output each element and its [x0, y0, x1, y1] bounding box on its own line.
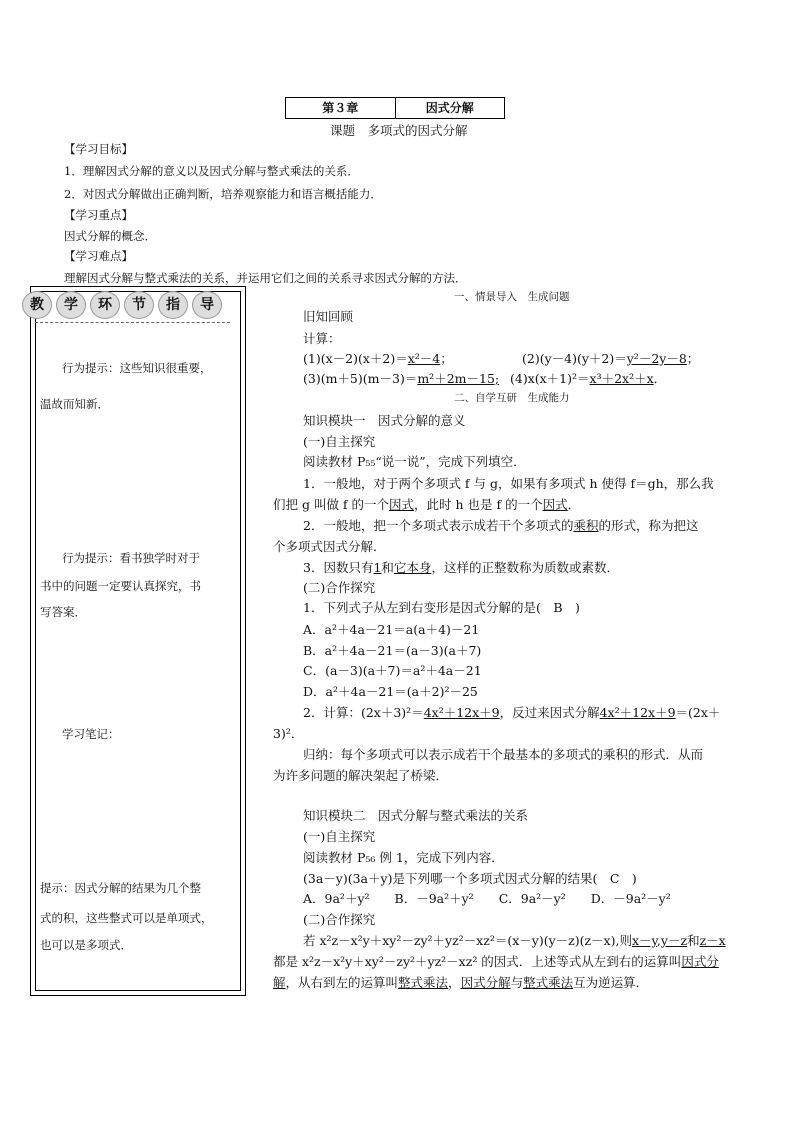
answer: x³＋2x²＋x	[589, 371, 654, 386]
focus-text: 因式分解的概念．	[64, 229, 156, 243]
question: 1．下列式子从左到右变形是因式分解的是( B )	[303, 600, 580, 615]
option: C．(a－3)(a＋7)＝a²＋4a－21	[303, 663, 482, 678]
guide-banner	[14, 288, 230, 322]
sidebar-tip: 行为提示：这些知识很重要，	[62, 361, 212, 375]
section-heading: 一、情景导入 生成问题	[454, 291, 570, 303]
paragraph-line: 2．一般地，把一个多项式表示成若干个多项式的乘积的形式，称为把这	[303, 518, 699, 533]
subsection-heading: (一)自主探究	[303, 829, 376, 844]
difficulty-text: 理解因式分解与整式乘法的关系，并运用它们之间的关系寻求因式分解的方法．	[64, 271, 467, 285]
calc-row: (3)(m＋5)(m－3)＝m²＋2m－15;	[303, 371, 500, 386]
lesson-title: 课题 多项式的因式分解	[330, 123, 468, 138]
instruction: 阅读教材 P₅₅“说一说”，完成下列填空．	[303, 454, 526, 469]
divider	[35, 322, 230, 323]
sidebar-tip: 提示：因式分解的结果为几个整	[40, 881, 201, 895]
sidebar-tip: 温故而知新．	[40, 397, 109, 411]
focus-heading: 【学习重点】	[64, 208, 133, 222]
subsection-heading: (二)合作探究	[303, 580, 376, 595]
paragraph-line: 3．因数只有1和它本身，这样的正整数称为质数或素数．	[303, 560, 619, 575]
calc-label: 计算：	[303, 331, 341, 346]
paragraph-line: 都是 x²z－x²y＋xy²－zy²＋yz²－xz² 的因式．上述等式从左到右的运算叫因式分	[273, 954, 719, 969]
subsection-heading: (二)合作探究	[303, 912, 376, 927]
paragraph-line: 们把 g 叫做 f 的一个因式，此时 h 也是 f 的一个因式．	[273, 497, 581, 512]
goal-item: 2．对因式分解做出正确判断，培养观察能力和语言概括能力．	[64, 187, 382, 201]
answer: m²＋2m－15;	[417, 371, 500, 386]
calc-row: (2)(y－4)(y＋2)＝y²－2y－8；	[522, 351, 700, 366]
options-row: A．9a²＋y² B．－9a²＋y² C．9a²－y² D．－9a²－y²	[303, 891, 671, 906]
chapter-header	[285, 97, 505, 119]
sidebar-tip: 也可以是多项式．	[40, 938, 132, 952]
answer: x²－4	[407, 351, 441, 366]
banner-char: 节	[124, 291, 154, 319]
sidebar-tip: 式的积，这些整式可以是单项式，	[40, 911, 213, 925]
banner-char: 教	[22, 291, 52, 319]
instruction: 阅读教材 P₅₆ 例 1，完成下列内容．	[303, 850, 504, 865]
review-heading: 旧知回顾	[303, 309, 354, 324]
summary-line: 归纳：每个多项式可以表示成若干个最基本的多项式的乘积的形式．从而	[303, 747, 704, 762]
calc-row: (1)(x－2)(x＋2)＝x²－4；	[303, 351, 453, 366]
calc-row: (4)x(x＋1)²＝x³＋2x²＋x．	[510, 371, 667, 386]
paragraph-line: 解，从右到左的运算叫整式乘法，因式分解与整式乘法互为逆运算．	[273, 975, 649, 990]
paragraph-line: 若 x²z－x²y＋xy²－zy²＋yz²－xz²＝(x－y)(y－z)(z－x),则x－y,y－z和z－x	[303, 933, 726, 948]
chapter-topic: 因式分解	[425, 101, 474, 115]
sidebar-tip: 写答案．	[40, 605, 86, 619]
sidebar-tip: 书中的问题一定要认真探究，书	[40, 579, 201, 593]
answer: y²－2y－8	[626, 351, 687, 366]
banner-char: 环	[90, 291, 120, 319]
chapter-number: 第３章	[286, 98, 396, 118]
goal-item: 1．理解因式分解的意义以及因式分解与整式乘法的关系．	[64, 164, 359, 178]
question-continued: 3)²．	[273, 726, 304, 741]
module-heading: 知识模块一 因式分解的意义	[303, 413, 466, 428]
banner-char: 指	[158, 291, 188, 319]
option: A．a²＋4a－21＝a(a＋4)－21	[303, 622, 480, 637]
option: D．a²＋4a－21＝(a＋2)²－25	[303, 684, 478, 699]
option: B．a²＋4a－21＝(a－3)(a＋7)	[303, 643, 482, 658]
paragraph-line: 1．一般地，对于两个多项式 f 与 g，如果有多项式 h 使得 f＝gh，那么我	[303, 476, 714, 491]
summary-line: 为许多问题的解决架起了桥梁．	[273, 768, 449, 783]
banner-char: 导	[192, 291, 222, 319]
question: 2．计算：(2x＋3)²＝4x²＋12x＋9，反过来因式分解4x²＋12x＋9＝(2x＋	[303, 705, 721, 720]
sidebar-tip: 行为提示：看书独学时对于	[62, 551, 200, 565]
subsection-heading: (一)自主探究	[303, 434, 376, 449]
study-notes-label: 学习笔记：	[62, 727, 120, 741]
paragraph-line: 个多项式因式分解．	[273, 539, 386, 554]
goals-heading: 【学习目标】	[64, 142, 133, 156]
difficulty-heading: 【学习难点】	[64, 249, 133, 263]
module-heading: 知识模块二 因式分解与整式乘法的关系	[303, 808, 529, 823]
section-heading: 二、自学互研 生成能力	[454, 392, 570, 404]
banner-char: 学	[56, 291, 86, 319]
question: (3a－y)(3a＋y)是下列哪一个多项式因式分解的结果( C )	[303, 871, 637, 886]
